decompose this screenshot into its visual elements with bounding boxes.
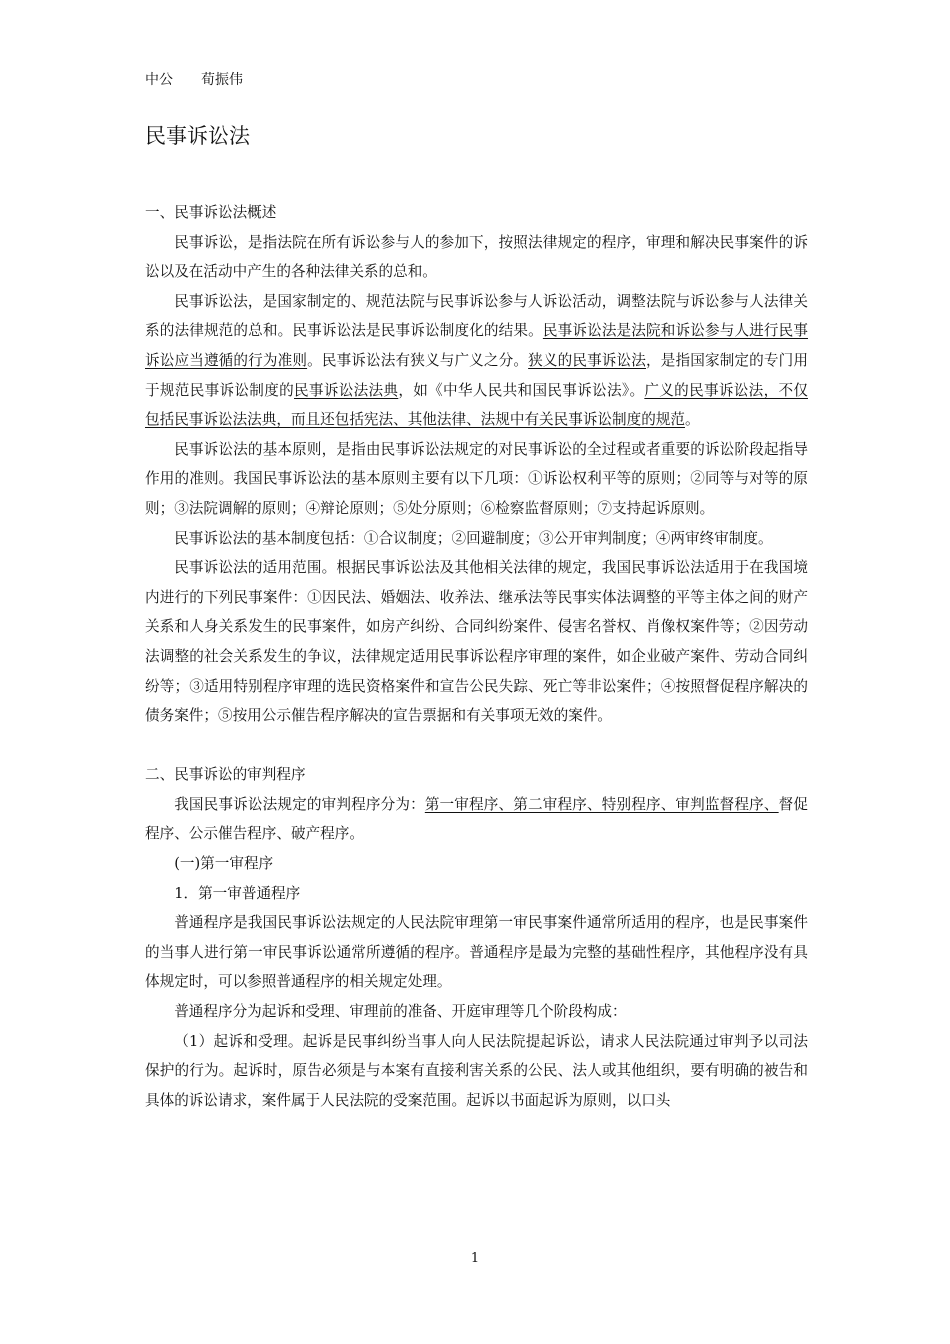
- text-run: ，是指国家制定的专门用于规范民事诉讼制度的: [145, 351, 808, 399]
- section-1-paragraph-2: [145, 287, 808, 435]
- section-1-paragraph-5: 民事诉讼法的适用范围。根据民事诉讼法及其他相关法律的规定，我国民事诉讼法适用于在我国境内进行的下列民事案件：①因民法、婚姻法、收养法、继承法等民事实体法调整的平等主体之间的财产关系和人身关系发生的民事案件，如房产纠纷、合同纠纷案件、侵害名誉权、肖像权案件等；②因劳动法调整的社会关系发生的争议，法律规定适用民事诉讼程序审理的案件，如企业破产案件、劳动合同纠纷等；③适用特别程序审理的选民资格案件和宣告公民失踪、死亡等非讼案件；④按照督促程序解决的债务案件；⑤按用公示催告程序解决的宣告票据和有关事项无效的案件。: [145, 559, 808, 725]
- header-author: 荀振伟: [201, 72, 243, 88]
- text-run: 。: [684, 411, 700, 429]
- section-1-paragraph-4: 民事诉讼法的基本制度包括：①合议制度；②回避制度；③公开审判制度；④两审终审制度。: [174, 529, 773, 547]
- underlined-text: 民事诉讼法是法院和诉讼参与人进行民事诉讼应当遵循的行为准则: [145, 322, 808, 369]
- section-1-heading: 一、民事诉讼法概述: [145, 204, 277, 221]
- text-run: 。民事诉讼法有狭义与广义之分。: [307, 351, 529, 369]
- header-org: 中公: [145, 72, 173, 88]
- page-number: 1: [470, 1251, 480, 1266]
- section-2-paragraph-4: （1）起诉和受理。起诉是民事纠纷当事人向人民法院提起诉讼，请求人民法院通过审判予以司法保护的行为。起诉时，原告必须是与本案有直接利害关系的公民、法人或其他组织，要有明确的被告和具体的诉讼请求，案件属于人民法院的受案范围。起诉以书面起诉为原则，以口头: [145, 1032, 808, 1109]
- text-run: ，如《中华人民共和国民事诉讼法》。: [398, 381, 645, 399]
- section-2-paragraph-2: 普通程序是我国民事诉讼法规定的人民法院审理第一审民事案件通常所适用的程序，也是民事案件的当事人进行第一审民事诉讼通常所遵循的程序。普通程序是最为完整的基础性程序，其他程序没有具体规定时，可以参照普通程序的相关规定处理。: [145, 914, 808, 991]
- underlined-text: 第一审程序、第二审程序、特别程序、审判监督程序、: [424, 795, 779, 813]
- document-title: 民事诉讼法: [145, 124, 250, 148]
- section-1-paragraph-1: 民事诉讼，是指法院在所有诉讼参与人的参加下，按照法律规定的程序，审理和解决民事案件的诉讼以及在活动中产生的各种法律关系的总和。: [145, 233, 808, 281]
- section-2-heading: 二、民事诉讼的审判程序: [145, 766, 306, 784]
- underlined-text: 狭义的民事诉讼法: [528, 351, 647, 369]
- section-2-paragraph-1: [145, 790, 808, 849]
- page-header: [145, 70, 243, 90]
- text-run: 督促程序、公示催告程序、破产程序。: [145, 795, 808, 843]
- text-run: 民事诉讼法，是国家制定的、规范法院与民事诉讼参与人诉讼活动，调整法院与诉讼参与人法律关系的法律规范的总和。民事诉讼法是民事诉讼制度化的结果。: [145, 292, 808, 340]
- document-body: [145, 198, 808, 1115]
- underlined-text: 民事诉讼法法典: [294, 381, 399, 399]
- subsection-heading-1: (一)第一审程序: [174, 855, 274, 873]
- underlined-text: 广义的民事诉讼法，不仅包括民事诉讼法法典，而且还包括宪法、其他法律、法规中有关民事诉讼制度的规范: [145, 381, 808, 429]
- section-2-paragraph-3: 普通程序分为起诉和受理、审理前的准备、开庭审理等几个阶段构成：: [174, 1003, 627, 1021]
- text-run: 我国民事诉讼法规定的审判程序分为：: [174, 795, 425, 813]
- section-1-paragraph-3: 民事诉讼法的基本原则，是指由民事诉讼法规定的对民事诉讼的全过程或者重要的诉讼阶段起指导作用的准则。我国民事诉讼法的基本原则主要有以下几项：①诉讼权利平等的原则；②同等与对等的原则；③法院调解的原则；④辩论原则；⑤处分原则；⑥检察监督原则；⑦支持起诉原则。: [145, 440, 808, 517]
- subsection-heading-1-1: 1．第一审普通程序: [174, 884, 301, 902]
